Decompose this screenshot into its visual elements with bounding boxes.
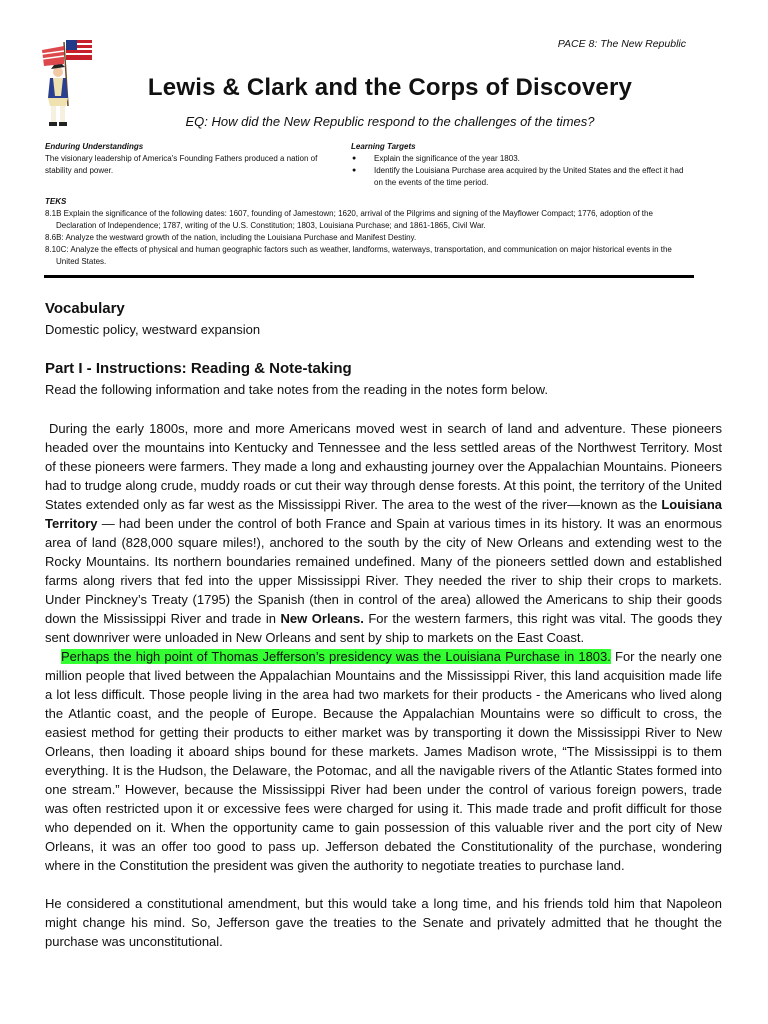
page-title: Lewis & Clark and the Corps of Discovery xyxy=(147,74,633,101)
essential-question: EQ: How did the New Republic respond to the challenges of the times? xyxy=(185,114,595,129)
learning-targets xyxy=(351,141,691,189)
section-divider xyxy=(44,275,694,278)
pace-label: PACE 8: The New Republic xyxy=(557,38,686,50)
part1-heading: Part I - Instructions: Reading & Note-taking xyxy=(45,360,352,377)
paragraph-text: During the early 1800s, more and more Americans moved west in search of land and adventure. These pioneers headed over the mountains into Kentucky and Tennessee and the less settled areas of the Northwest Territory. Most of these pioneers were farmers. They made a long and exhausting journey over the Appalachian Mountains. Pioneers had to trudge along crude, muddy roads or cut their way through dense forests. At this point, the territory of the United States extended only as far west as the Mississippi River. The area to the west of the river—known as the xyxy=(45,421,722,512)
teks-label: TEKS xyxy=(45,197,67,206)
highlighted-sentence: Perhaps the high point of Thomas Jefferson’s presidency was the Louisiana Purchase in 1803. xyxy=(61,649,611,664)
vocabulary-terms: Domestic policy, westward expansion xyxy=(45,322,261,337)
paragraph-text: He considered a constitutional amendment, but this would take a long time, and his friends told him that Napoleon might change his mind. So, Jefferson gave the treaties to the Senate and privately admitted that he thought the purchase was unconstitutional. xyxy=(45,896,722,949)
vocabulary-heading: Vocabulary xyxy=(45,300,125,317)
reading-paragraph-1 xyxy=(45,419,722,647)
enduring-text: The visionary leadership of America's Founding Fathers produced a nation of stability and power. xyxy=(45,154,318,175)
reading-paragraph-2 xyxy=(45,647,722,875)
enduring-label: Enduring Understandings xyxy=(45,142,144,151)
term-new-orleans: New Orleans. xyxy=(280,611,364,626)
paragraph-text: For the nearly one million people that lived between the Appalachian Mountains and the Mississippi River, this land acquisition made life a lot less difficult. Those people living in the area had two markets for their products - the Americans who lived along the Atlantic coast, and the people of Europe. Because the Appalachian Mountains were so difficult to cross, the easiest method for getting their products to either market was by transporting it down the Mississippi River to New Orleans, then loading it aboard ships bound for these markets. James Madison wrote, “The Mississippi is to them everything. It is the Hudson, the Delaware, the Potomac, and all the navigable rivers of the Atlantic States formed into one stream.” However, because the Mississippi River had been under the control of various foreign powers, trade was often restricted upon it or excessive fees were charged for using it. This made trade and profit difficult for those who depended on it. When the opportunity came to gain possession of this valuable river and the port city of New Orleans, it was an offer too good to pass up. Jefferson debated the Constitutionality of the purchase, wondering where in the Constitution the president was given the authority to negotiate treaties to purchase land. xyxy=(45,649,722,873)
reading-passage xyxy=(45,419,722,951)
learning-target-item: ● Explain the significance of the year 1803. xyxy=(351,153,691,165)
enduring-understandings xyxy=(45,141,335,177)
teks-section xyxy=(45,196,695,268)
paragraph-text: For the western farmers, this right was vital. The goods they sent downriver were unloaded in New Orleans and sent by ship to markets on the East Coast. xyxy=(45,611,722,645)
teks-item: 8.1B Explain the significance of the following dates: 1607, founding of Jamestown; 1620, arrival of the Pilgrims and signing of the Mayflower Compact; 1776, adoption of the Declaration of Independence; 1787, writing of the U.S. Constitution; 1803, Louisiana Purchase; and 1861-1865, Civil War. xyxy=(45,209,653,230)
reading-paragraph-3 xyxy=(45,894,722,951)
paragraph-text: — had been under the control of both France and Spain at various times in its history. It was an enormous area of land (828,000 square miles!), anchored to the south by the city of New Orleans and extending west to the Rocky Mountains. Its northern boundaries remained undefined. Many of the pioneers settled down and established farms along rivers that fed into the upper Mississippi River. They needed the river to ship their crops to markets. Under Pinckney’s Treaty (1795) the Spanish (then in control of the area) allowed the Americans to ship their goods down the Mississippi River and trade in xyxy=(45,516,722,626)
part1-instructions: Read the following information and take notes from the reading in the notes form below. xyxy=(45,382,548,397)
learning-targets-label: Learning Targets xyxy=(351,142,416,151)
teks-item: 8.10C: Analyze the effects of physical and human geographic factors such as weather, landforms, waterways, transportation, and communication on major historical events in the United States. xyxy=(45,245,672,266)
term-louisiana-territory: Louisiana Territory xyxy=(45,497,722,531)
teks-item: 8.6B: Analyze the westward growth of the nation, including the Louisiana Purchase and Manifest Destiny. xyxy=(45,233,417,242)
learning-target-item: ● Identify the Louisiana Purchase area acquired by the United States and the effect it had on the events of the time period. xyxy=(351,165,691,189)
learning-targets-list xyxy=(351,153,691,189)
